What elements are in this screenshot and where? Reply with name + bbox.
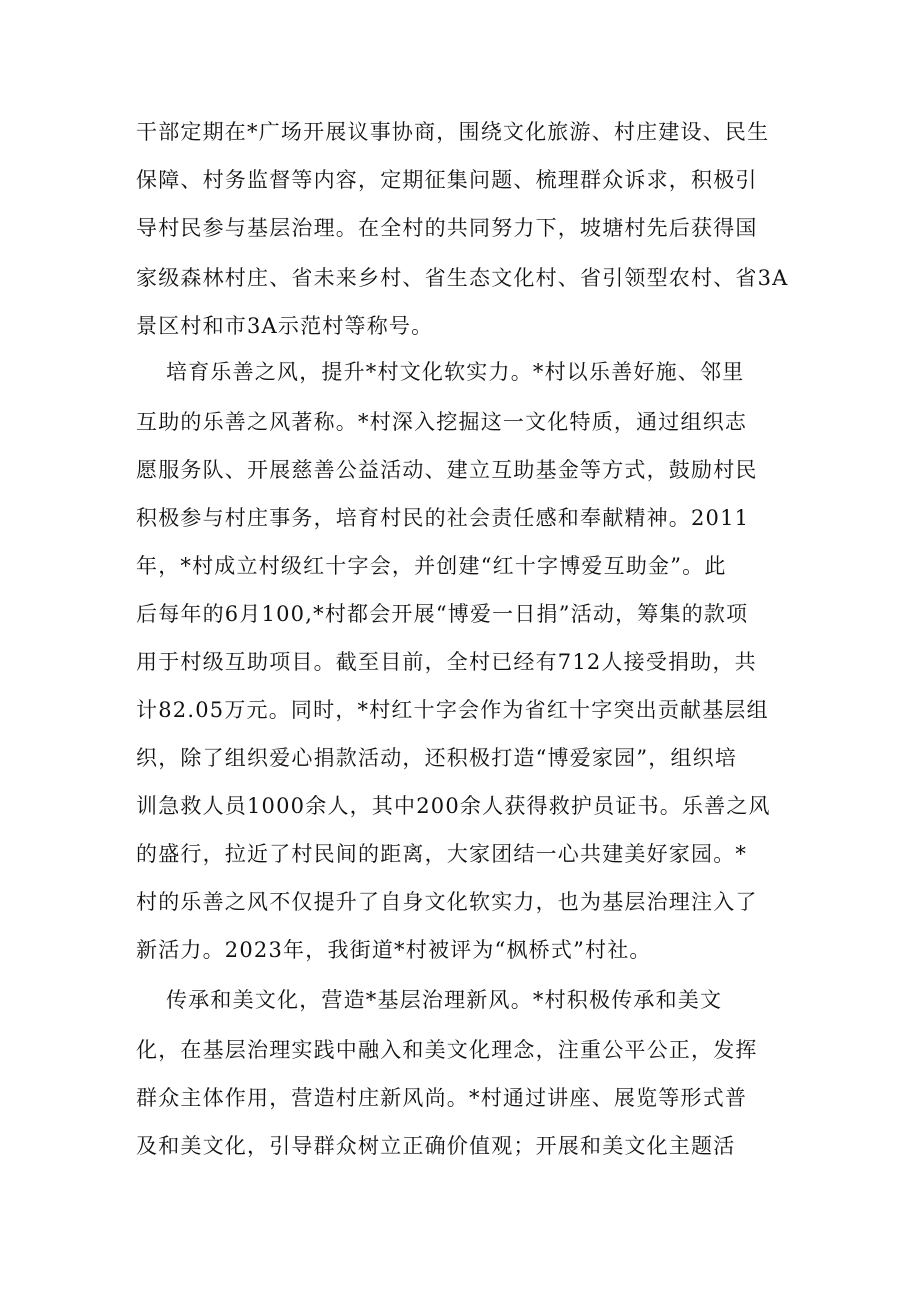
text-line: 年，*村成立村级红十字会，并创建“红十字博爱互助金”。此	[136, 554, 727, 578]
text-line: 的盛行，拉近了村民间的距离，大家团结一心共建美好家园。*	[136, 842, 748, 866]
text-line: 愿服务队、开展慈善公益活动、建立互助基金等方式，鼓励村民	[136, 458, 758, 482]
text-line: 景区村和市3A示范村等称号。	[136, 314, 434, 338]
text-line: 化，在基层治理实践中融入和美文化理念，注重公平公正，发挥	[136, 1038, 758, 1062]
text-line: 后每年的6月100,*村都会开展“博爱一日捐”活动，筹集的款项	[136, 602, 749, 626]
text-line: 村的乐善之风不仅提升了自身文化软实力，也为基层治理注入了	[136, 890, 758, 914]
text-line: 家级森林村庄、省未来乡村、省生态文化村、省引领型农村、省3A	[136, 266, 789, 290]
text-line: 干部定期在*广场开展议事协商，围绕文化旅游、村庄建设、民生	[136, 120, 770, 144]
text-line: 计82.05万元。同时，*村红十字会作为省红十字突出贡献基层组	[136, 698, 769, 722]
text-line: 积极参与村庄事务，培育村民的社会责任感和奉献精神。2011	[136, 506, 750, 530]
text-line: 用于村级互助项目。截至目前，全村已经有712人接受捐助，共	[136, 650, 757, 674]
text-line: 培育乐善之风，提升*村文化软实力。*村以乐善好施、邻里	[166, 360, 745, 384]
text-line: 新活力。2023年，我街道*村被评为“枫桥式”村社。	[136, 938, 652, 962]
text-line: 互助的乐善之风著称。*村深入挖掘这一文化特质，通过组织志	[136, 410, 748, 434]
text-line: 保障、村务监督等内容，定期征集问题、梳理群众诉求，积极引	[136, 168, 758, 192]
text-line: 导村民参与基层治理。在全村的共同努力下，坡塘村先后获得国	[136, 216, 758, 240]
text-line: 及和美文化，引导群众树立正确价值观；开展和美文化主题活	[136, 1134, 736, 1158]
text-line: 训急救人员1000余人，其中200余人获得救护员证书。乐善之风	[136, 794, 771, 818]
text-line: 传承和美文化，营造*基层治理新风。*村积极传承和美文	[166, 988, 723, 1012]
text-line: 群众主体作用，营造村庄新风尚。*村通过讲座、展览等形式普	[136, 1086, 748, 1110]
text-line: 织，除了组织爱心捐款活动，还积极打造“博爱家园”，组织培	[136, 746, 738, 770]
